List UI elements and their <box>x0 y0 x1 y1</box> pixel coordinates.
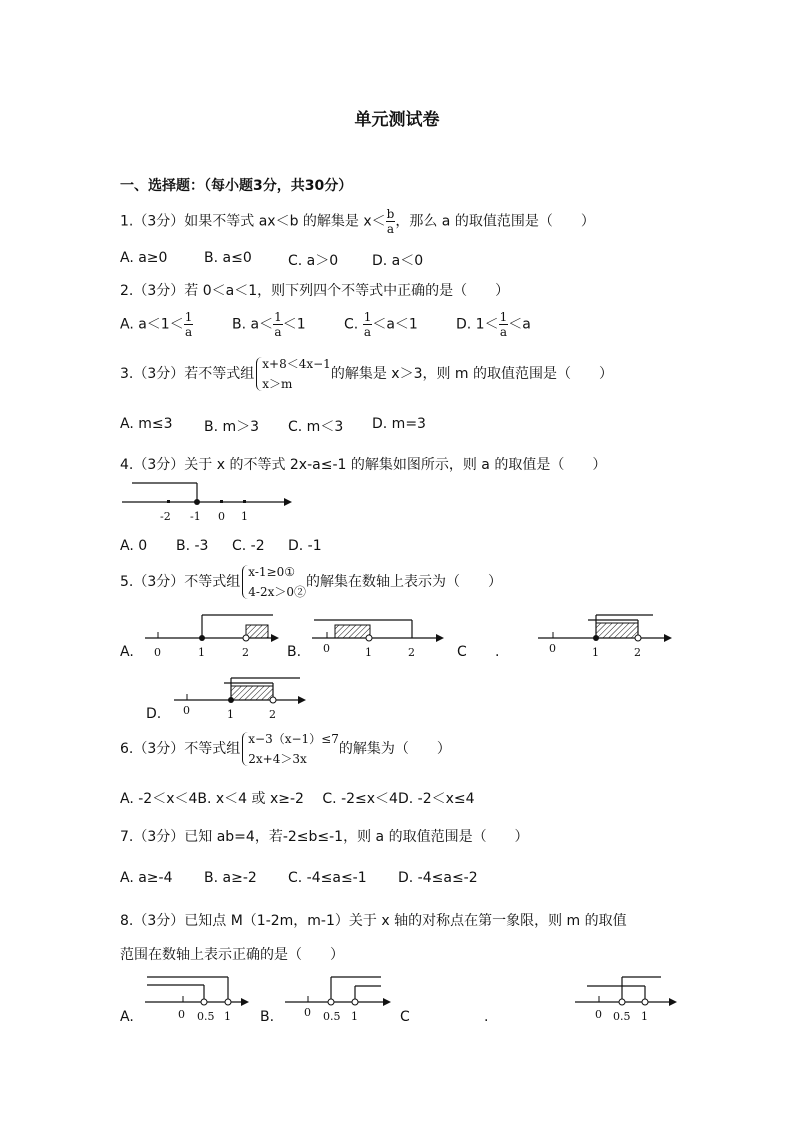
q7-option-d[interactable]: D. -4≤a≤-2 <box>398 870 478 886</box>
q1-fraction <box>386 207 396 236</box>
q8c-tick-1: 1 <box>641 1010 648 1023</box>
question-1 <box>120 207 595 236</box>
section-heading: 一、选择题：（每小题3分，共30分） <box>120 178 353 194</box>
q8a-tick-0_5: 0.5 <box>197 1010 215 1023</box>
question-2: 2.（3分）若 0＜a＜1，则下列四个不等式中正确的是（ ） <box>120 283 510 299</box>
q5-option-c-number-line[interactable] <box>538 612 678 660</box>
q4-tick-neg2: -2 <box>160 510 171 523</box>
q1-frac-den: a <box>386 222 395 236</box>
q5b-tick-0: 0 <box>323 642 330 655</box>
q8b-tick-1: 1 <box>351 1010 358 1023</box>
q3-option-b[interactable]: B. m＞3 <box>204 419 260 435</box>
q8-option-b-number-line[interactable] <box>285 972 395 1022</box>
q4-number-line <box>120 480 290 523</box>
q5b-tick-2: 2 <box>408 646 415 659</box>
q3-stem-post: 的解集是 x＞3，则 m 的取值范围是（ ） <box>330 366 614 382</box>
frac-num: 1 <box>363 310 372 324</box>
q2-a-fraction <box>184 310 194 339</box>
frac-num: 1 <box>499 310 508 324</box>
q5a-tick-1: 1 <box>198 646 205 659</box>
q5a-tick-0: 0 <box>154 646 161 659</box>
q5d-tick-2: 2 <box>269 708 276 721</box>
q1-option-d[interactable]: D. a＜0 <box>372 253 424 269</box>
q7-option-a[interactable]: A. a≥-4 <box>120 870 173 886</box>
q4-tick-1: 1 <box>241 510 248 523</box>
q5a-tick-2: 2 <box>242 646 249 659</box>
q2-d-fraction <box>499 310 509 339</box>
q2-option-a[interactable] <box>120 310 193 339</box>
q5-option-b-label[interactable]: B. <box>287 644 302 660</box>
q8c-tick-0: 0 <box>595 1008 602 1021</box>
q6-inequality-system <box>240 729 339 769</box>
q2-b-text: B. a＜ <box>232 316 274 333</box>
q4-tick-0: 0 <box>218 510 225 523</box>
q2-c-text: C. <box>344 316 363 333</box>
q3-option-c[interactable]: C. m＜3 <box>288 419 344 435</box>
q8-option-c-label[interactable]: C <box>400 1009 410 1025</box>
q4-option-c[interactable]: C. -2 <box>232 538 265 554</box>
frac-den: a <box>363 325 372 339</box>
q3-system-line-2: x＞m <box>262 377 293 391</box>
q8a-tick-1: 1 <box>224 1010 231 1023</box>
q5-option-d-label[interactable]: D. <box>146 706 162 722</box>
q2-option-c[interactable] <box>344 310 418 339</box>
frac-den: a <box>274 325 282 339</box>
frac-num: 1 <box>274 310 282 324</box>
q2-d-post: ＜a <box>508 316 531 333</box>
q1-option-b[interactable]: B. a≤0 <box>204 250 252 266</box>
q5-stem-pre: 5.（3分）不等式组 <box>120 574 241 590</box>
q5-option-d-number-line[interactable] <box>174 674 314 722</box>
q4-tick-neg1: -1 <box>190 510 201 523</box>
q5-option-c-label[interactable]: C <box>457 644 467 660</box>
frac-den: a <box>184 325 193 339</box>
q8-option-a-number-line[interactable] <box>145 972 255 1022</box>
q8-option-c-dot: . <box>484 1009 489 1025</box>
q4-option-d[interactable]: D. -1 <box>288 538 322 554</box>
question-8-line-2: 范围在数轴上表示正确的是（ ） <box>120 947 344 963</box>
q5-system-line-2: 4-2x＞0② <box>248 585 306 599</box>
q3-inequality-system <box>254 354 331 394</box>
q5d-tick-0: 0 <box>183 704 190 717</box>
question-8-line-1: 8.（3分）已知点 M（1-2m，m-1）关于 x 轴的对称点在第一象限，则 m 的取值 <box>120 913 627 929</box>
q5-stem-post: 的解集在数轴上表示为（ ） <box>306 574 502 590</box>
q5-system-line-1: x-1≥0① <box>248 565 295 579</box>
q1-option-a[interactable]: A. a≥0 <box>120 250 168 266</box>
q2-c-post: ＜a＜1 <box>372 316 418 333</box>
q8b-tick-0: 0 <box>304 1006 311 1019</box>
q4-option-b[interactable]: B. -3 <box>176 538 209 554</box>
q8-option-a-label[interactable]: A. <box>120 1009 134 1025</box>
q1-stem-post: ，那么 a 的取值范围是（ ） <box>395 213 595 230</box>
q5-option-c-dot: . <box>495 644 500 660</box>
question-3 <box>120 354 613 394</box>
q2-b-fraction <box>273 310 283 339</box>
question-7: 7.（3分）已知 ab=4，若-2≤b≤-1，则 a 的取值范围是（ ） <box>120 829 529 845</box>
q2-b-post: ＜1 <box>282 316 306 333</box>
q3-option-a[interactable]: A. m≤3 <box>120 416 173 432</box>
q4-option-a[interactable]: A. 0 <box>120 538 148 554</box>
q6-system-line-2: 2x+4＞3x <box>248 752 307 766</box>
q2-c-fraction <box>363 310 373 339</box>
q8c-tick-0_5: 0.5 <box>613 1010 631 1023</box>
q6-stem-post: 的解集为（ ） <box>338 741 451 757</box>
question-5 <box>120 562 502 602</box>
q3-system-line-1: x+8＜4x−1 <box>262 357 331 371</box>
q1-option-c[interactable]: C. a＞0 <box>288 253 339 269</box>
q5c-tick-1: 1 <box>592 646 599 659</box>
q3-option-d[interactable]: D. m=3 <box>372 416 426 432</box>
q3-stem-pre: 3.（3分）若不等式组 <box>120 366 255 382</box>
q8a-tick-0: 0 <box>178 1008 185 1021</box>
question-4: 4.（3分）关于 x 的不等式 2x-a≤-1 的解集如图所示，则 a 的取值是（ ） <box>120 457 607 473</box>
q5-option-a-label[interactable]: A. <box>120 644 134 660</box>
q8b-tick-0_5: 0.5 <box>323 1010 341 1023</box>
q7-option-b[interactable]: B. a≥-2 <box>204 870 257 886</box>
q1-frac-num: b <box>386 207 395 221</box>
q6-system-line-1: x−3（x−1）≤7 <box>248 732 339 746</box>
q5d-tick-1: 1 <box>227 708 234 721</box>
q5b-tick-1: 1 <box>365 646 372 659</box>
q2-d-text: D. 1＜ <box>456 316 499 333</box>
q2-option-b[interactable] <box>232 310 306 339</box>
q5-inequality-system <box>240 562 306 602</box>
q5c-tick-2: 2 <box>634 646 641 659</box>
q8-option-b-label[interactable]: B. <box>260 1009 275 1025</box>
q5-option-a-number-line[interactable] <box>145 612 285 660</box>
q5-option-b-number-line[interactable] <box>312 612 452 660</box>
q7-option-c[interactable]: C. -4≤a≤-1 <box>288 870 367 886</box>
q5c-tick-0: 0 <box>549 642 556 655</box>
q2-option-d[interactable] <box>456 310 531 339</box>
q2-a-text: A. a＜1＜ <box>120 316 184 333</box>
q6-stem-pre: 6.（3分）不等式组 <box>120 741 241 757</box>
page-title: 单元测试卷 <box>354 110 440 130</box>
question-6 <box>120 729 451 769</box>
frac-num: 1 <box>184 310 193 324</box>
frac-den: a <box>499 325 507 339</box>
q8-option-c-number-line[interactable] <box>575 972 685 1022</box>
q1-stem-pre: 1.（3分）如果不等式 ax＜b 的解集是 x＜ <box>120 213 386 230</box>
q6-options[interactable]: A. -2＜x＜4B. x＜4 或 x≥-2 C. -2≤x＜4D. -2＜x≤4 <box>120 791 475 807</box>
